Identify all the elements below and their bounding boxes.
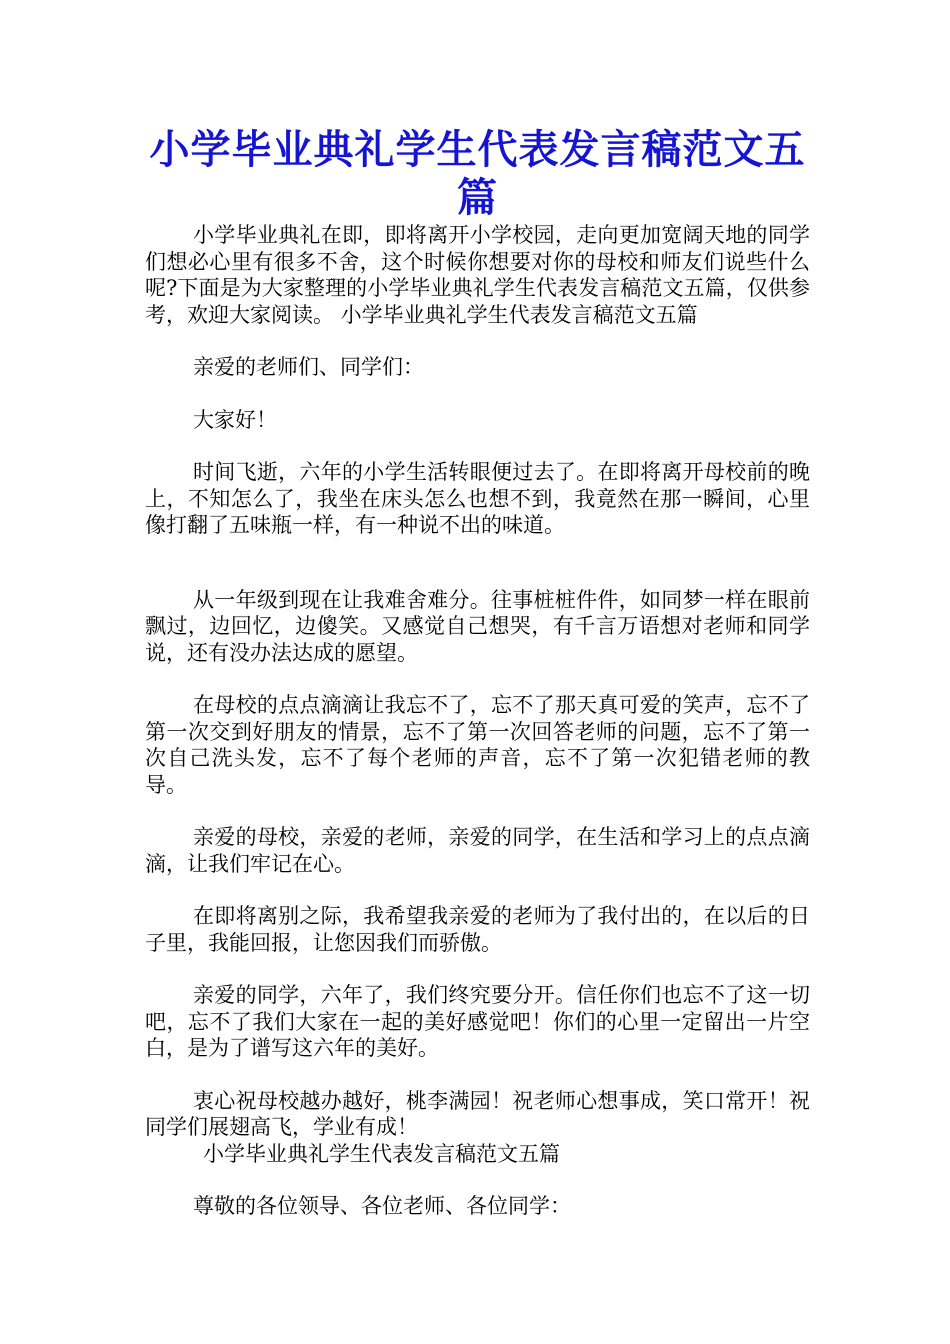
paragraph-spacer xyxy=(145,956,810,982)
body-paragraph: 在母校的点点滴滴让我忘不了，忘不了那天真可爱的笑声，忘不了第一次交到好朋友的情景，忘不了第一次回答老师的问题，忘不了第一次自己洗头发，忘不了每个老师的声音，忘不了第一次犯错老师的教导。 xyxy=(145,693,810,797)
body-paragraph: 亲爱的同学，六年了，我们终究要分开。信任你们也忘不了这一切吧，忘不了我们大家在一起的美好感觉吧！你们的心里一定留出一片空白，是为了谱写这六年的美好。 xyxy=(145,983,810,1060)
paragraph-spacer xyxy=(145,433,810,459)
document-page xyxy=(145,126,810,1220)
paragraph-spacer xyxy=(145,328,810,354)
paragraph-spacer xyxy=(145,539,810,587)
body-paragraph: 亲爱的母校，亲爱的老师，亲爱的同学，在生活和学习上的点点滴滴，让我们牢记在心。 xyxy=(145,825,810,876)
paragraph-spacer xyxy=(145,798,810,824)
paragraph-spacer xyxy=(145,1167,810,1193)
paragraph-spacer xyxy=(145,1062,810,1088)
salutation: 亲爱的老师们、同学们： xyxy=(193,355,424,379)
closing-wishes: 衷心祝母校越办越好，桃李满园！祝老师心想事成，笑口常开！祝同学们展翅高飞，学业有成！ xyxy=(145,1088,810,1139)
intro-paragraph: 小学毕业典礼在即，即将离开小学校园，走向更加宽阔天地的同学们想必心里有很多不舍，这个时候你想要对你的母校和师友们说些什么呢?下面是为大家整理的小学毕业典礼学生代表发言稿范文五篇，仅供参考，欢迎大家阅读。 小学毕业典礼学生代表发言稿范文五篇 xyxy=(145,223,810,327)
body-paragraph: 在即将离别之际，我希望我亲爱的老师为了我付出的，在以后的日子里，我能回报，让您因我们而骄傲。 xyxy=(145,904,810,955)
paragraph-spacer xyxy=(145,381,810,407)
section-subheading: 小学毕业典礼学生代表发言稿范文五篇 xyxy=(203,1141,560,1166)
paragraph-spacer xyxy=(145,877,810,903)
paragraph-spacer xyxy=(145,666,810,692)
body-paragraph: 时间飞逝，六年的小学生活转眼便过去了。在即将离开母校前的晚上，不知怎么了，我坐在床头怎么也想不到，我竟然在那一瞬间，心里像打翻了五味瓶一样，有一种说不出的味道。 xyxy=(145,460,810,537)
greeting: 大家好！ xyxy=(193,407,277,432)
document-title: 小学毕业典礼学生代表发言稿范文五篇 xyxy=(149,127,806,221)
body-paragraph: 从一年级到现在让我难舍难分。往事桩桩件件，如同梦一样在眼前飘过，边回忆，边傻笑。又感觉自己想哭，有千言万语想对老师和同学说，还有没办法达成的愿望。 xyxy=(145,587,810,665)
second-speech-salutation: 尊敬的各位领导、各位老师、各位同学： xyxy=(193,1194,571,1218)
